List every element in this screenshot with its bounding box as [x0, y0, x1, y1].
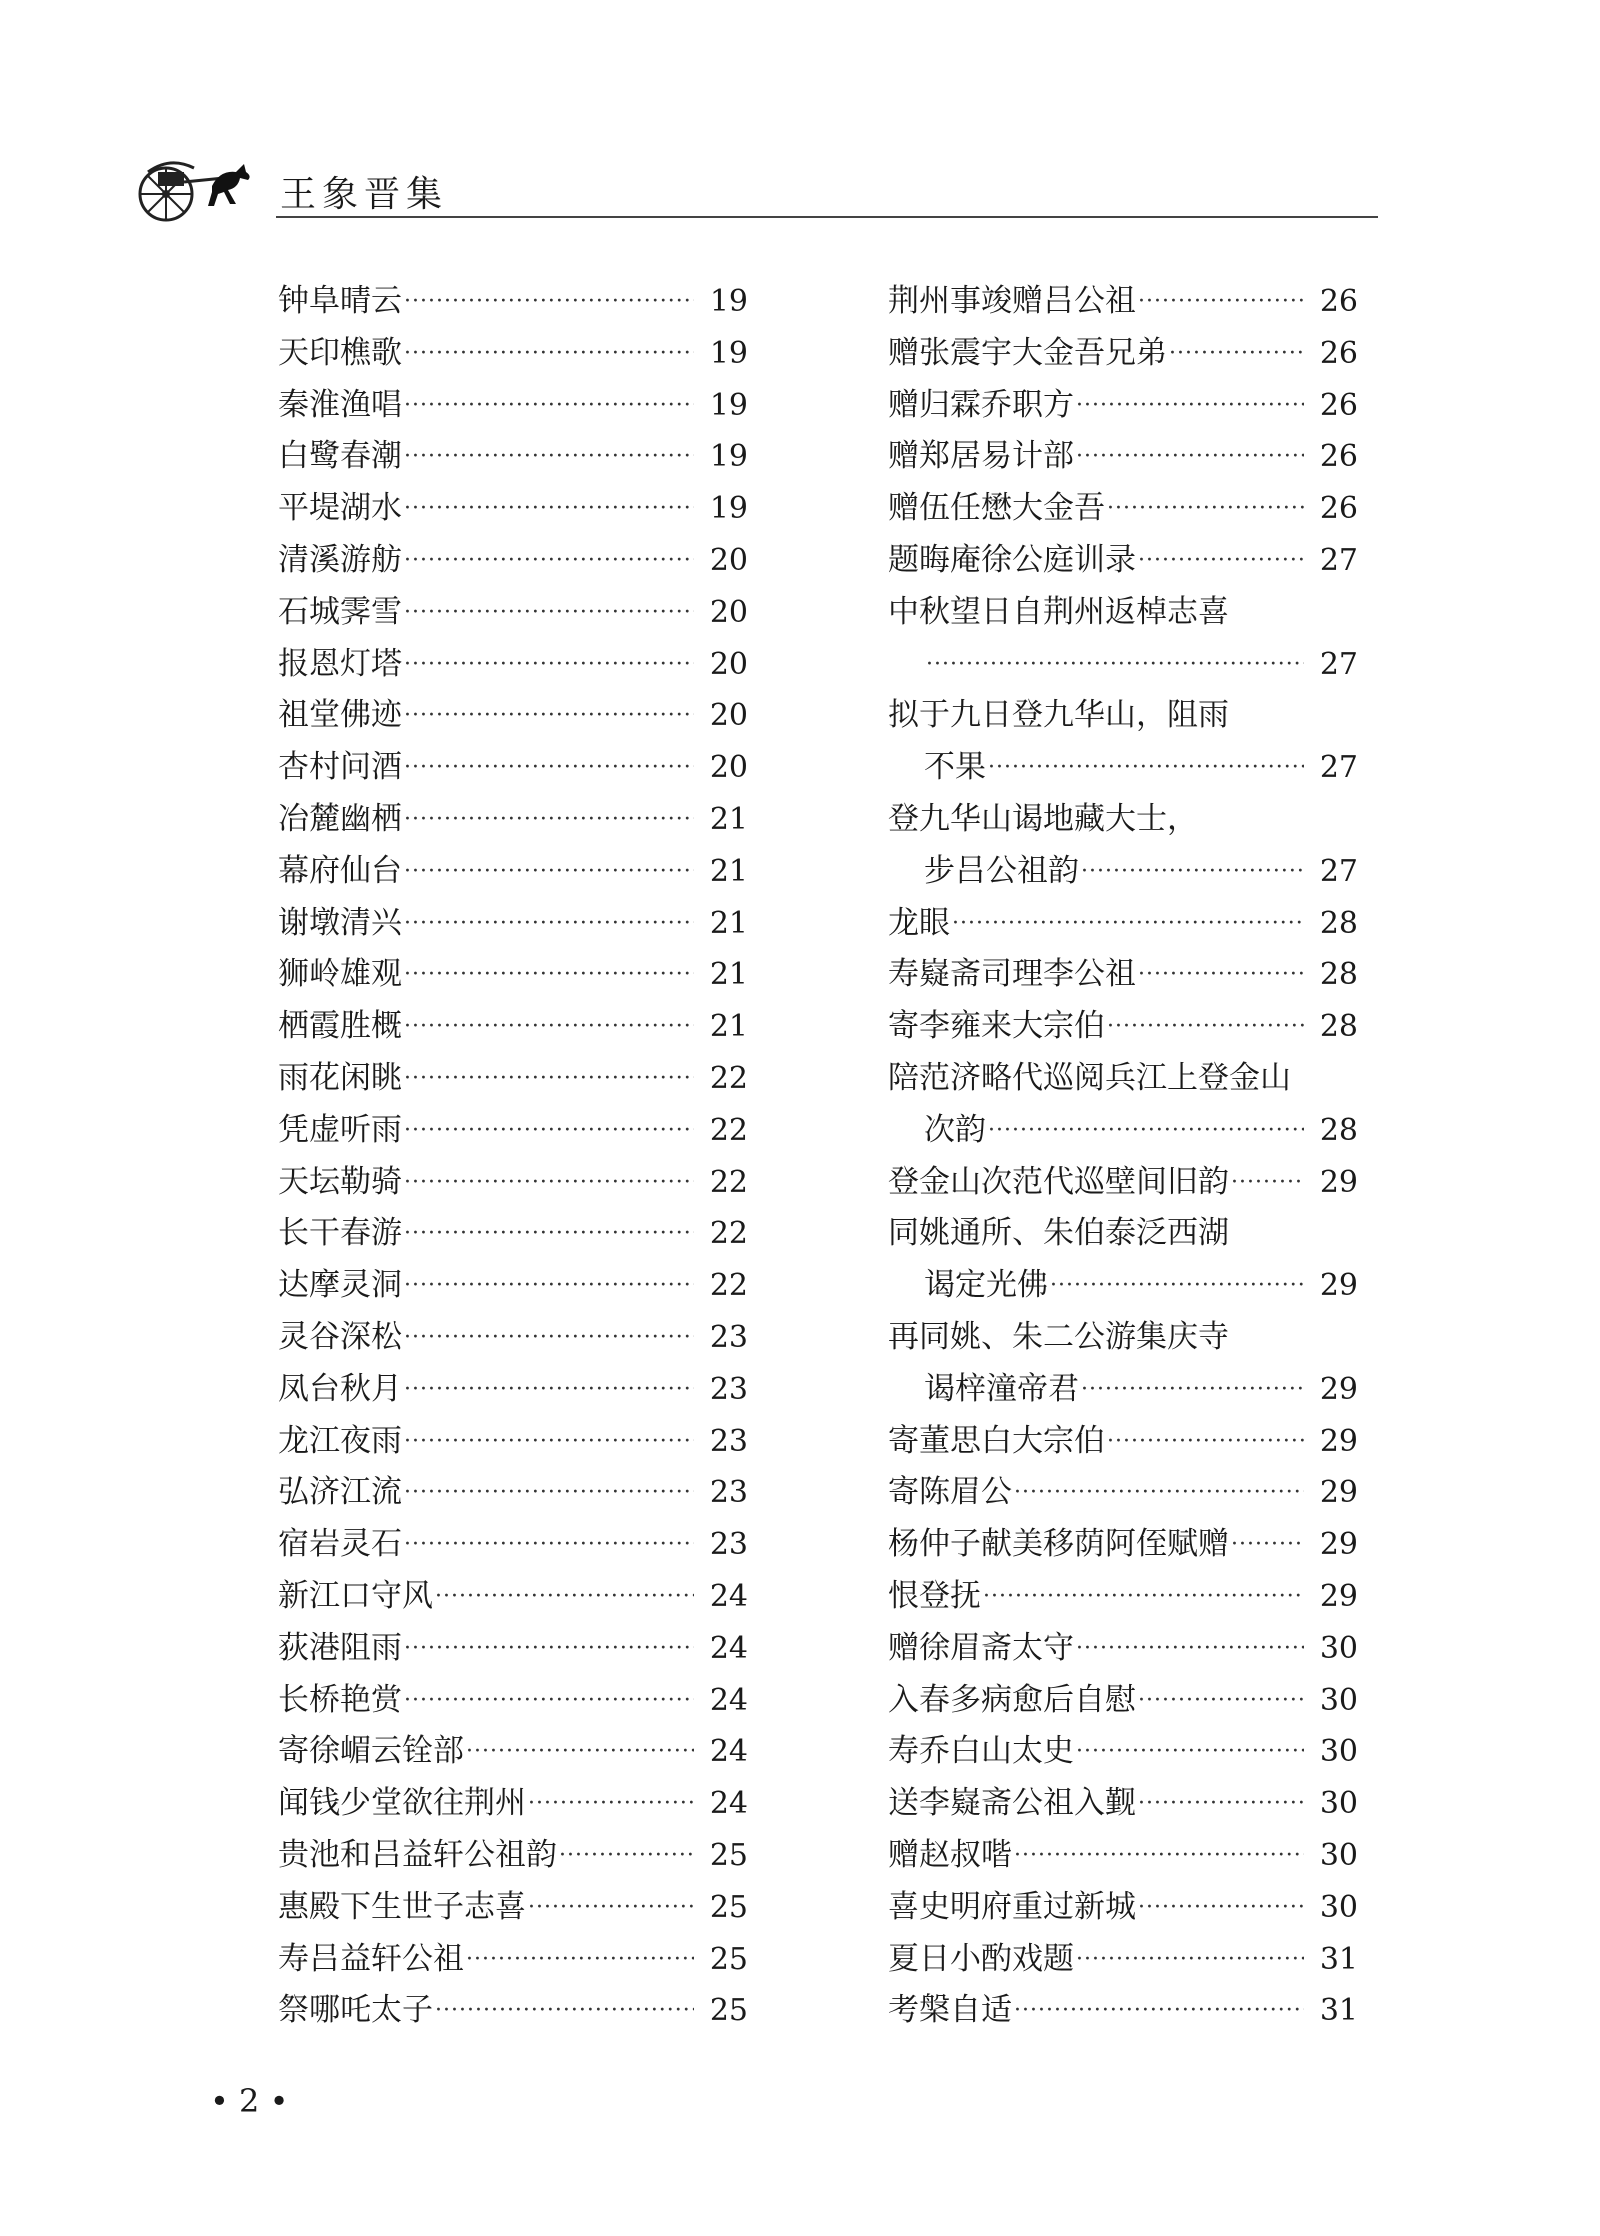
toc-entry[interactable]	[888, 1208, 1358, 1260]
toc-entry-title: 钟阜晴云	[278, 283, 402, 319]
dot-leader	[1081, 846, 1304, 898]
dot-leader	[404, 794, 694, 846]
dot-leader	[404, 380, 694, 432]
toc-entry[interactable]	[888, 328, 1358, 380]
toc-entry-page: 29	[1319, 1475, 1358, 1511]
toc-entry[interactable]	[888, 483, 1358, 535]
toc-entry-title: 秦淮渔唱	[278, 386, 402, 423]
toc-entry-title: 平堤湖水	[278, 490, 402, 527]
toc-entry-page: 24	[709, 1682, 748, 1718]
dot-leader	[404, 1208, 694, 1260]
toc-entry-title: 谒定光佛	[924, 1267, 1048, 1304]
dot-leader	[1231, 1519, 1304, 1571]
toc-entry-title: 祖堂佛迹	[278, 697, 402, 734]
toc-entry-page: 21	[709, 905, 748, 941]
running-title: 王象晋集	[280, 174, 449, 215]
toc-entry-title: 栖霞胜概	[278, 1008, 402, 1045]
toc-entry-page: 22	[709, 1112, 748, 1148]
toc-entry[interactable]	[278, 380, 748, 432]
toc-entry-page: 29	[1319, 1527, 1358, 1563]
toc-entry-page: 22	[709, 1164, 748, 1200]
toc-entry[interactable]	[888, 898, 1358, 950]
toc-entry-title: 报恩灯塔	[278, 645, 402, 682]
horse-carriage-logo-icon	[128, 142, 258, 226]
toc-entry-page: 29	[1319, 1578, 1358, 1614]
dot-leader	[559, 1830, 694, 1882]
toc-column-right	[888, 276, 1358, 2037]
toc-entry[interactable]	[278, 690, 748, 742]
dot-leader	[404, 1312, 694, 1364]
toc-entry-title: 清溪游舫	[278, 541, 402, 578]
toc-entry[interactable]	[888, 1882, 1358, 1934]
toc-entry-title: 冶麓幽栖	[278, 800, 402, 837]
toc-entry-title: 送李嶷斋公祖入觐	[888, 1785, 1136, 1822]
toc-entry-title: 寄李雍来大宗伯	[888, 1008, 1105, 1045]
toc-column-left	[278, 276, 748, 2037]
toc-entry-title: 寿乔白山太史	[888, 1733, 1074, 1770]
toc-entry[interactable]	[278, 1105, 748, 1157]
dot-leader	[952, 898, 1304, 950]
toc-entry-title: 寄陈眉公	[888, 1474, 1012, 1511]
toc-entry-page: 26	[1319, 387, 1358, 423]
toc-entry-page: 28	[1319, 1009, 1358, 1045]
toc-entry[interactable]	[888, 794, 1358, 846]
toc-entry-page: 20	[709, 594, 748, 630]
toc-entry-page: 30	[1319, 1682, 1358, 1718]
dot-leader	[404, 639, 694, 691]
toc-entry-title: 荻港阻雨	[278, 1629, 402, 1666]
toc-entry[interactable]	[278, 1571, 748, 1623]
header-rule	[276, 216, 1378, 218]
toc-entry-page: 19	[709, 491, 748, 527]
toc-entry-title: 登金山次范代巡壁间旧韵	[888, 1163, 1229, 1200]
dot-leader	[983, 1571, 1304, 1623]
dot-leader	[404, 949, 694, 1001]
toc-entry-page: 26	[1319, 491, 1358, 527]
toc-entry-title: 凤台秋月	[278, 1370, 402, 1407]
dot-leader	[404, 1260, 694, 1312]
dot-leader	[1014, 1985, 1304, 2037]
toc-entry-title: 夏日小酌戏题	[888, 1940, 1074, 1977]
toc-entry-page: 29	[1319, 1268, 1358, 1304]
toc-entry[interactable]	[278, 1467, 748, 1519]
dot-leader	[404, 1364, 694, 1416]
toc-entry[interactable]	[278, 483, 748, 535]
dot-leader	[1138, 949, 1304, 1001]
dot-leader	[404, 535, 694, 587]
toc-entry-page: 21	[709, 801, 748, 837]
toc-entry[interactable]	[278, 1364, 748, 1416]
toc-entry[interactable]	[278, 949, 748, 1001]
toc-entry-title: 再同姚、朱二公游集庆寺	[888, 1318, 1229, 1355]
dot-leader	[404, 1001, 694, 1053]
toc-entry[interactable]	[278, 1312, 748, 1364]
toc-entry[interactable]	[888, 1571, 1358, 1623]
toc-entry[interactable]	[278, 587, 748, 639]
toc-entry-title: 龙眼	[888, 904, 950, 941]
toc-entry-title: 雨花闲眺	[278, 1059, 402, 1096]
toc-entry-title: 杏村问酒	[278, 749, 402, 786]
toc-entry-title: 不果	[924, 749, 986, 786]
toc-entry[interactable]	[888, 535, 1358, 587]
toc-entry-page: 21	[709, 1009, 748, 1045]
toc-entry-title: 惠殿下生世子志喜	[278, 1888, 526, 1925]
toc-entry-title: 恨登抚	[888, 1577, 981, 1614]
toc-entry-page: 19	[709, 284, 748, 319]
toc-entry-page: 25	[709, 1941, 748, 1977]
toc-entry[interactable]	[888, 1260, 1358, 1312]
toc-entry-title: 狮岭雄观	[278, 956, 402, 993]
toc-entry-title: 灵谷深松	[278, 1318, 402, 1355]
toc-entry-page: 22	[709, 1060, 748, 1096]
toc-entry[interactable]	[278, 1519, 748, 1571]
toc-entry-page: 30	[1319, 1889, 1358, 1925]
toc-entry[interactable]	[888, 1157, 1358, 1209]
toc-entry-title: 题晦庵徐公庭训录	[888, 541, 1136, 578]
toc-entry-page: 27	[1319, 853, 1358, 889]
toc-entry[interactable]	[888, 742, 1358, 794]
toc-entry-title: 寄徐嵋云铨部	[278, 1733, 464, 1770]
toc-entry[interactable]	[278, 1260, 748, 1312]
toc-entry[interactable]	[278, 1001, 748, 1053]
toc-entry-page: 31	[1319, 1993, 1358, 2029]
toc-entry-page: 25	[709, 1837, 748, 1873]
toc-entry-page: 29	[1319, 1423, 1358, 1459]
toc-entry-page: 26	[1319, 284, 1358, 319]
toc-entry[interactable]	[888, 1623, 1358, 1675]
dot-leader	[1107, 1001, 1304, 1053]
toc-entry[interactable]	[278, 431, 748, 483]
dot-leader	[1138, 1778, 1304, 1830]
toc-entry-page: 21	[709, 853, 748, 889]
toc-entry-title: 次韵	[924, 1111, 986, 1148]
dot-leader	[404, 276, 694, 328]
toc-entry-title: 登九华山谒地藏大士，	[888, 800, 1198, 837]
dot-leader	[466, 1726, 694, 1778]
toc-entry-title: 拟于九日登九华山，阻雨	[888, 697, 1229, 734]
toc-entry-title: 谢墩清兴	[278, 904, 402, 941]
toc-entry[interactable]	[888, 639, 1358, 691]
page-number: • 2 •	[210, 2082, 289, 2120]
dot-leader	[404, 1519, 694, 1571]
toc-entry-page: 28	[1319, 905, 1358, 941]
dot-leader	[404, 846, 694, 898]
toc-entry-title: 赠郑居易计部	[888, 438, 1074, 475]
dot-leader	[1169, 328, 1304, 380]
toc-entry-title: 同姚通所、朱伯泰泛西湖	[888, 1215, 1229, 1252]
toc-entry-title: 龙江夜雨	[278, 1422, 402, 1459]
toc-entry-page: 24	[709, 1734, 748, 1770]
toc-entry-title: 天坛勒骑	[278, 1163, 402, 1200]
toc-entry-page: 20	[709, 542, 748, 578]
toc-entry-title: 谒梓潼帝君	[924, 1370, 1079, 1407]
page-header	[128, 130, 1378, 230]
toc-entry-page: 19	[709, 439, 748, 475]
dot-leader	[404, 1105, 694, 1157]
toc-entry-title: 杨仲子献美移荫阿侄赋赠	[888, 1526, 1229, 1563]
toc-entry[interactable]	[888, 1312, 1358, 1364]
toc-entry-page: 27	[1319, 750, 1358, 786]
dot-leader	[404, 898, 694, 950]
dot-leader	[1076, 431, 1304, 483]
dot-leader	[528, 1778, 694, 1830]
toc-entry[interactable]	[278, 1778, 748, 1830]
dot-leader	[1138, 535, 1304, 587]
toc-entry-title: 中秋望日自荆州返棹志喜	[888, 593, 1229, 630]
toc-entry[interactable]	[278, 898, 748, 950]
dot-leader	[404, 1157, 694, 1209]
dot-leader	[1014, 1467, 1304, 1519]
toc-entry[interactable]	[888, 949, 1358, 1001]
dot-leader	[435, 1985, 694, 2037]
dot-leader	[1107, 1416, 1304, 1468]
toc-entry-title: 步吕公祖韵	[924, 852, 1079, 889]
toc-entry[interactable]	[278, 1726, 748, 1778]
toc-entry-page: 30	[1319, 1734, 1358, 1770]
toc-entry-page: 20	[709, 750, 748, 786]
toc-entry-page: 23	[709, 1423, 748, 1459]
dot-leader	[404, 1467, 694, 1519]
toc-entry[interactable]	[278, 1623, 748, 1675]
dot-leader	[1014, 1830, 1304, 1882]
toc-entry-page: 23	[709, 1371, 748, 1407]
dot-leader	[1138, 1675, 1304, 1727]
toc-entry[interactable]	[888, 1416, 1358, 1468]
toc-entry-page: 31	[1319, 1941, 1358, 1977]
toc-entry-page: 29	[1319, 1371, 1358, 1407]
toc-entry[interactable]	[278, 1830, 748, 1882]
toc-entry[interactable]	[888, 1726, 1358, 1778]
dot-leader	[404, 742, 694, 794]
dot-leader	[1081, 1364, 1304, 1416]
dot-leader	[1076, 1623, 1304, 1675]
toc-entry-title: 赠伍任懋大金吾	[888, 490, 1105, 527]
toc-entry[interactable]	[888, 1053, 1358, 1105]
toc-entry-page: 22	[709, 1216, 748, 1252]
dot-leader	[404, 690, 694, 742]
toc-entry-title: 赠张震宇大金吾兄弟	[888, 334, 1167, 371]
toc-entry[interactable]	[278, 742, 748, 794]
toc-entry-page: 24	[709, 1578, 748, 1614]
dot-leader	[926, 639, 1304, 691]
toc-entry-title: 赠归霖乔职方	[888, 386, 1074, 423]
dot-leader	[404, 1416, 694, 1468]
toc-entry[interactable]	[888, 1001, 1358, 1053]
toc-entry[interactable]	[888, 1830, 1358, 1882]
toc-entry-title: 考槃自适	[888, 1992, 1012, 2029]
toc-entry-title: 荆州事竣赠吕公祖	[888, 283, 1136, 319]
toc-entry-page: 26	[1319, 439, 1358, 475]
toc-entry[interactable]	[888, 276, 1358, 328]
toc-entry-page: 27	[1319, 542, 1358, 578]
toc-entry-title: 宿岩灵石	[278, 1526, 402, 1563]
toc-entry-title: 幕府仙台	[278, 852, 402, 889]
toc-entry-page: 23	[709, 1319, 748, 1355]
toc-entry-title: 白鹭春潮	[278, 438, 402, 475]
toc-entry-title: 闻钱少堂欲往荆州	[278, 1785, 526, 1822]
toc-entry[interactable]	[278, 1416, 748, 1468]
toc-entry-page: 19	[709, 335, 748, 371]
toc-entry[interactable]	[888, 1467, 1358, 1519]
toc-entry-page: 28	[1319, 957, 1358, 993]
toc-entry-page: 23	[709, 1527, 748, 1563]
dot-leader	[988, 1105, 1304, 1157]
toc-entry[interactable]	[888, 431, 1358, 483]
toc-entry[interactable]	[888, 1364, 1358, 1416]
dot-leader	[1107, 483, 1304, 535]
dot-leader	[1076, 1726, 1304, 1778]
dot-leader	[1231, 1157, 1304, 1209]
toc-entry-page: 25	[709, 1889, 748, 1925]
dot-leader	[404, 328, 694, 380]
toc-entry-title: 凭虚听雨	[278, 1111, 402, 1148]
dot-leader	[404, 1053, 694, 1105]
dot-leader	[466, 1934, 694, 1986]
toc-entry-title: 喜史明府重过新城	[888, 1888, 1136, 1925]
toc-entry-title: 寿吕益轩公祖	[278, 1940, 464, 1977]
toc-entry[interactable]	[888, 1105, 1358, 1157]
toc-entry[interactable]	[278, 276, 748, 328]
toc-entry-page: 28	[1319, 1112, 1358, 1148]
toc-entry[interactable]	[278, 1934, 748, 1986]
toc-entry-title: 赠徐眉斋太守	[888, 1629, 1074, 1666]
toc-entry[interactable]	[278, 639, 748, 691]
toc-entry[interactable]	[888, 1778, 1358, 1830]
toc-entry[interactable]	[278, 328, 748, 380]
dot-leader	[528, 1882, 694, 1934]
toc-entry-title: 祭哪吒太子	[278, 1992, 433, 2029]
toc-entry-title: 入春多病愈后自慰	[888, 1681, 1136, 1718]
toc-entry[interactable]	[278, 1157, 748, 1209]
toc-entry[interactable]	[278, 1053, 748, 1105]
toc-entry-page: 30	[1319, 1786, 1358, 1822]
toc-entry[interactable]	[888, 846, 1358, 898]
toc-entry[interactable]	[888, 1985, 1358, 2037]
toc-entry[interactable]	[278, 846, 748, 898]
toc-entry-page: 20	[709, 698, 748, 734]
toc-entry-title: 贵池和吕益轩公祖韵	[278, 1836, 557, 1873]
toc-entry[interactable]	[888, 380, 1358, 432]
toc-entry-title: 长桥艳赏	[278, 1681, 402, 1718]
toc-entry-title: 新江口守风	[278, 1577, 433, 1614]
toc-entry[interactable]	[888, 1519, 1358, 1571]
toc-entry-page: 19	[709, 387, 748, 423]
toc-entry[interactable]	[888, 690, 1358, 742]
toc-entry[interactable]	[278, 1882, 748, 1934]
dot-leader	[1076, 1934, 1304, 1986]
toc-entry-page: 22	[709, 1268, 748, 1304]
dot-leader	[1076, 380, 1304, 432]
toc-entry-title: 寿嶷斋司理李公祖	[888, 956, 1136, 993]
dot-leader	[1050, 1260, 1304, 1312]
toc-entry[interactable]	[278, 1985, 748, 2037]
toc-entry-title: 赠赵叔喈	[888, 1836, 1012, 1873]
toc-entry-title: 弘济江流	[278, 1474, 402, 1511]
dot-leader	[435, 1571, 694, 1623]
toc-entry-page: 27	[1319, 646, 1358, 682]
toc-entry-page: 23	[709, 1475, 748, 1511]
dot-leader	[404, 483, 694, 535]
toc-entry-title: 达摩灵洞	[278, 1267, 402, 1304]
dot-leader	[404, 431, 694, 483]
toc-entry[interactable]	[888, 1934, 1358, 1986]
toc-entry-title: 陪范济略代巡阅兵江上登金山	[888, 1059, 1291, 1096]
toc-entry-title: 石城霁雪	[278, 593, 402, 630]
toc-entry-page: 30	[1319, 1630, 1358, 1666]
dot-leader	[404, 1675, 694, 1727]
toc-entry-page: 30	[1319, 1837, 1358, 1873]
dot-leader	[404, 1623, 694, 1675]
toc-entry-title: 寄董思白大宗伯	[888, 1422, 1105, 1459]
toc-entry-page: 21	[709, 957, 748, 993]
toc-entry-page: 25	[709, 1993, 748, 2029]
toc-entry-page: 26	[1319, 335, 1358, 371]
toc-entry-page: 24	[709, 1630, 748, 1666]
dot-leader	[988, 742, 1304, 794]
toc-entry-title: 长干春游	[278, 1215, 402, 1252]
toc-entry-page: 24	[709, 1786, 748, 1822]
toc-entry[interactable]	[278, 1675, 748, 1727]
toc-entry-page: 20	[709, 646, 748, 682]
toc-entry[interactable]	[278, 535, 748, 587]
toc-entry-page: 29	[1319, 1164, 1358, 1200]
toc-entry[interactable]	[278, 794, 748, 846]
toc-entry[interactable]	[888, 587, 1358, 639]
toc-entry[interactable]	[888, 1675, 1358, 1727]
dot-leader	[1138, 276, 1304, 328]
dot-leader	[404, 587, 694, 639]
dot-leader	[1138, 1882, 1304, 1934]
toc-entry-title: 天印樵歌	[278, 334, 402, 371]
toc-entry[interactable]	[278, 1208, 748, 1260]
